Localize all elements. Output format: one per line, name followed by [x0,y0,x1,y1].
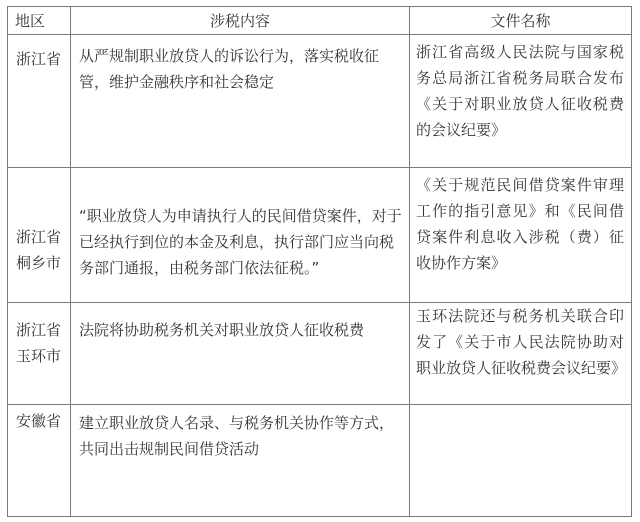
region-cell [8,168,71,303]
header-document-name: 文件名称 [410,7,632,35]
header-tax-content: 涉税内容 [71,7,410,35]
table-row [8,35,632,168]
tax-content-cell [71,303,410,405]
policy-table-container [7,6,631,516]
tax-content-cell [71,35,410,168]
document-text: 浙江省高级人民法院与国家税务总局浙江省税务局联合发布《关于对职业放贷人征收税费的会议纪要》 [416,43,624,139]
tax-content-cell [71,405,410,517]
region-text: 浙江省 [16,50,62,68]
region-cell [8,405,71,517]
tax-content-cell [71,168,410,303]
region-cell [8,303,71,405]
region-text: 浙江省桐乡市 [16,228,62,272]
document-text: 《关于规范民间借贷案件审理工作的指引意见》和《民间借贷案件利息收入涉税（费）征收协作方案》 [416,176,624,272]
tax-content-text: 法院将协助税务机关对职业放贷人征收税费 [79,321,365,339]
document-cell [410,168,632,303]
tax-content-text: 建立职业放贷人名录、与税务机关协作等方式，共同出击规制民间借贷活动 [79,414,395,458]
tax-content-text: “职业放贷人为申请执行人的民间借贷案件，对于已经执行到位的本金及利息，执行部门应当向税务部门通报，由税务部门依法征税。” [79,207,402,277]
document-text: 玉环法院还与税务机关联合印发了《关于市人民法院协助对职业放贷人征收税费会议纪要》 [416,307,627,377]
region-cell [8,35,71,168]
table-row [8,168,632,303]
table-row [8,303,632,405]
tax-content-text: 从严规制职业放贷人的诉讼行为，落实税收征管，维护金融秩序和社会稳定 [79,47,380,91]
tax-policy-table [7,6,632,517]
document-cell [410,35,632,168]
document-cell [410,405,632,517]
document-cell [410,303,632,405]
region-text: 浙江省玉环市 [16,321,62,365]
header-region: 地区 [8,7,71,35]
table-row [8,405,632,517]
table-header-row [8,7,632,35]
region-text: 安徽省 [16,412,62,430]
